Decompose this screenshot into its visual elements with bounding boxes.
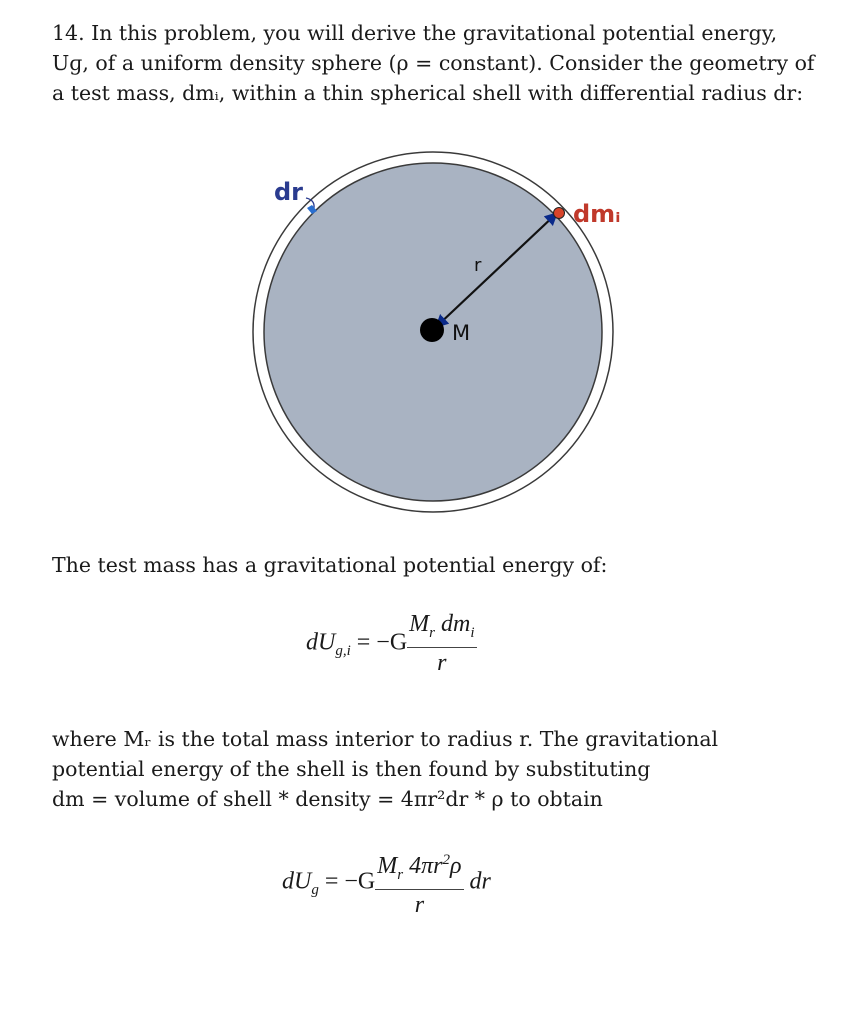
equation-dUgi xyxy=(306,610,477,678)
eq1-equals: = −G xyxy=(350,629,408,656)
eq2-denominator: r xyxy=(414,891,425,918)
eq2-lhs-sub: g xyxy=(311,882,319,899)
intro-line-1: 14. In this problem, you will derive the gravitational potential energy, xyxy=(52,21,778,45)
eq1-fraction xyxy=(407,610,476,678)
label-r: r xyxy=(474,255,482,276)
center-mass-dot xyxy=(420,318,444,342)
eq1-denominator: r xyxy=(437,649,447,676)
test-mass-dot xyxy=(554,208,565,219)
eq1-lhs: dU xyxy=(306,629,336,656)
eq2-fraction xyxy=(375,846,463,920)
eq1-lhs-sub: g,i xyxy=(335,643,351,660)
label-dmi: dmᵢ xyxy=(573,200,621,228)
intro-line-3: a test mass, dmᵢ, within a thin spherical shell with differential radius dr: xyxy=(52,81,804,105)
lead-text: The test mass has a gravitational potential energy of: xyxy=(52,553,608,577)
label-M: M xyxy=(452,321,471,345)
eq2-lhs: dU xyxy=(282,868,312,895)
eq1-numerator: $M_r$ $dm_i$ xyxy=(407,610,476,648)
interior-paragraph xyxy=(52,724,718,814)
label-dr: dr xyxy=(274,178,304,206)
equation-dUg xyxy=(282,846,491,920)
interior-line-3: dm = volume of shell * density = 4πr²dr * ρ to obtain xyxy=(52,787,603,811)
interior-line-1: where Mᵣ is the total mass interior to radius r. The gravitational xyxy=(52,727,719,751)
eq2-numerator: $M_r$ $4\pi r^2\rho$ xyxy=(375,846,463,890)
intro-line-2: Uɡ, of a uniform density sphere (ρ = constant). Consider the geometry of xyxy=(52,51,815,75)
eq2-trailing-dr: dr xyxy=(463,868,491,895)
eq2-equals: = −G xyxy=(318,868,376,895)
interior-line-2: potential energy of the shell is then found by substituting xyxy=(52,757,651,781)
